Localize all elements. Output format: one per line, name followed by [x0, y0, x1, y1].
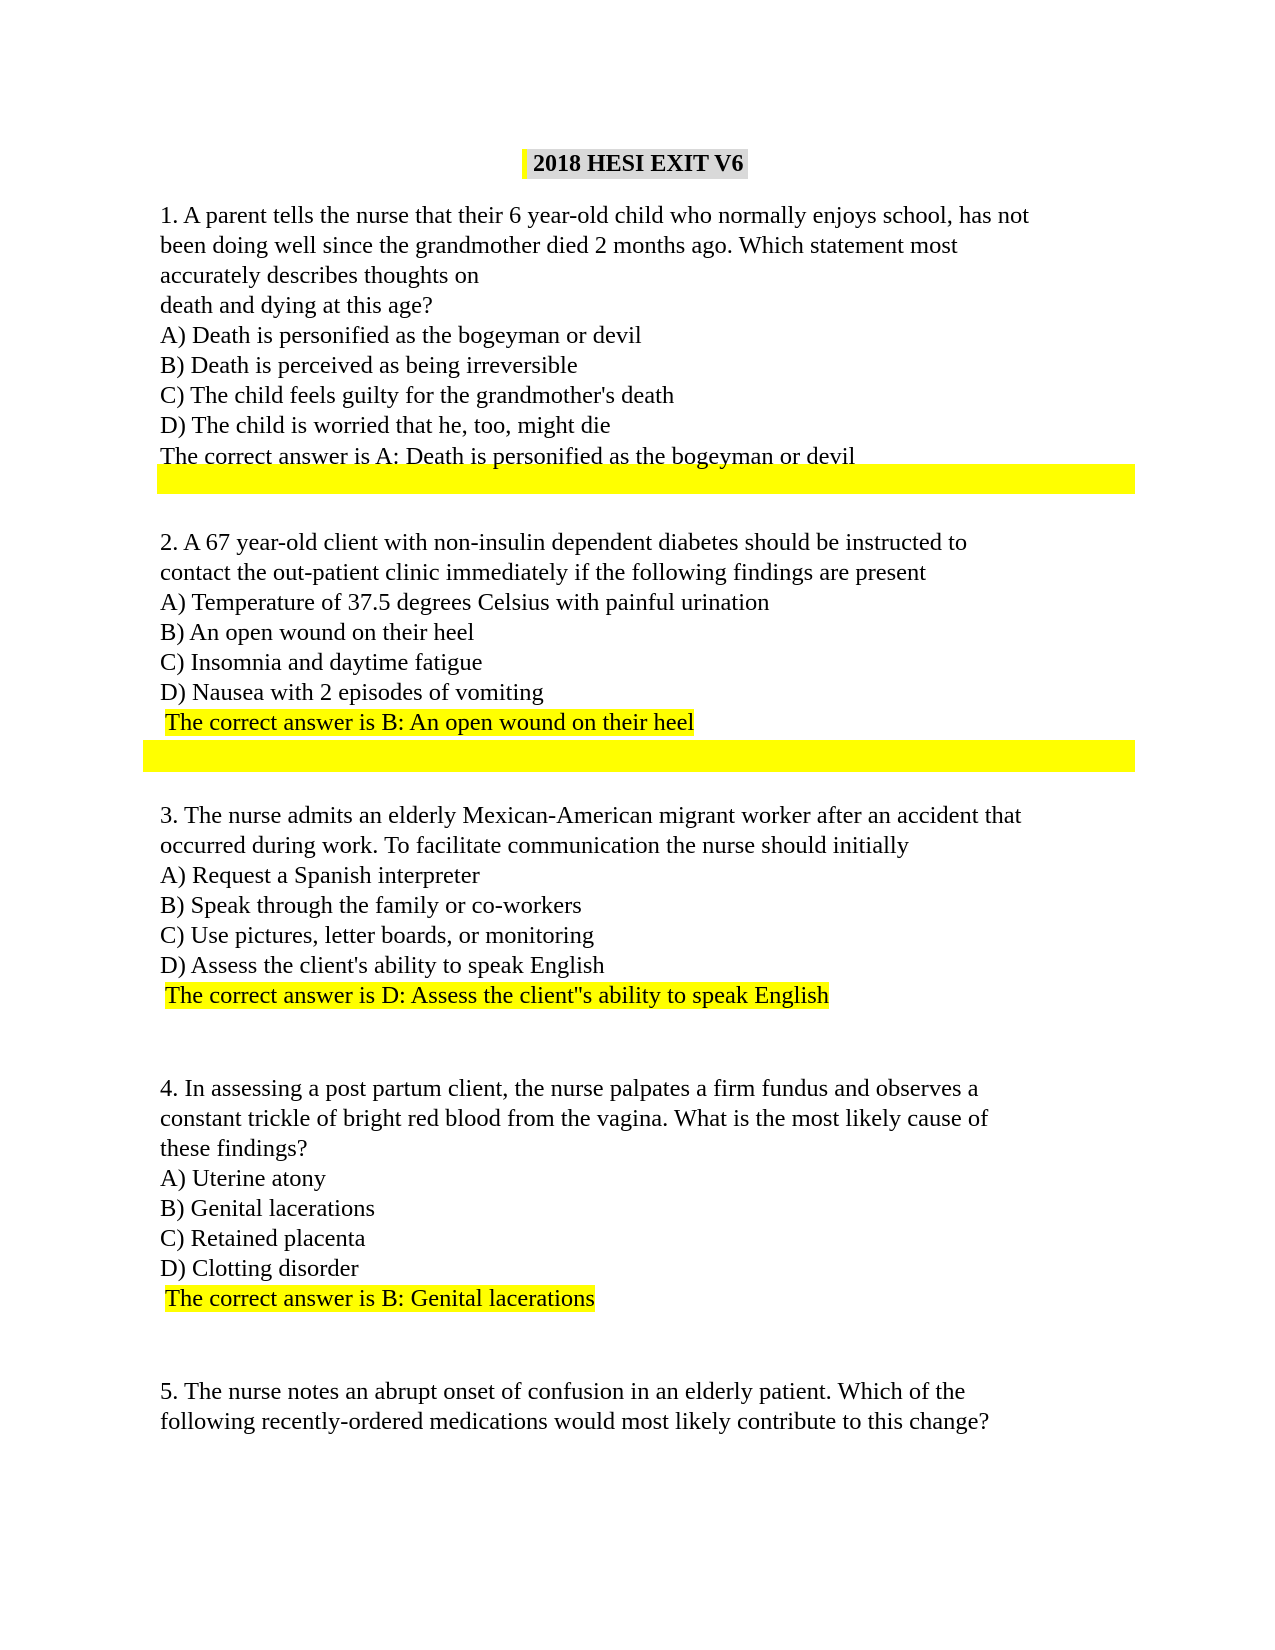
correct-answer	[165, 708, 694, 738]
question-stem-line: been doing well since the grandmother died 2 months ago. Which statement most	[160, 232, 958, 259]
correct-answer-text: The correct answer is B: An open wound on their heel	[165, 709, 695, 736]
question-stem-line: 4. In assessing a post partum client, the nurse palpates a firm fundus and observes a	[160, 1075, 979, 1102]
answer-option-a: A) Temperature of 37.5 degrees Celsius with painful urination	[160, 589, 770, 616]
question-stem-line: 1. A parent tells the nurse that their 6 year-old child who normally enjoys school, has not	[160, 202, 1030, 229]
question-stem-line: 3. The nurse admits an elderly Mexican-American migrant worker after an accident that	[160, 802, 1022, 829]
answer-option-b: B) Speak through the family or co-workers	[160, 892, 582, 919]
question-stem-line: these findings?	[160, 1135, 308, 1162]
correct-answer	[165, 981, 829, 1011]
correct-answer-text: The correct answer is D: Assess the client''s ability to speak English	[165, 982, 830, 1009]
question-stem-line: 2. A 67 year-old client with non-insulin dependent diabetes should be instructed to	[160, 529, 968, 556]
answer-option-c: C) Retained placenta	[160, 1225, 366, 1252]
document-title: 2018 HESI EXIT V6	[522, 149, 748, 179]
answer-option-b: B) Genital lacerations	[160, 1195, 375, 1222]
answer-option-c: C) Use pictures, letter boards, or monitoring	[160, 922, 595, 949]
question-stem-line: accurately describes thoughts on	[160, 262, 480, 289]
question-stem-line: occurred during work. To facilitate communication the nurse should initially	[160, 832, 909, 859]
answer-option-d: D) The child is worried that he, too, might die	[160, 412, 611, 439]
question-stem-line: contact the out-patient clinic immediately if the following findings are present	[160, 559, 927, 586]
answer-option-c: C) The child feels guilty for the grandmother's death	[160, 382, 675, 409]
correct-answer	[165, 1284, 595, 1314]
highlight-bar	[143, 740, 1135, 772]
question-stem-line: following recently-ordered medications would most likely contribute to this change?	[160, 1408, 990, 1435]
correct-answer: The correct answer is A: Death is personified as the bogeyman or devil	[160, 443, 856, 470]
question-stem-line: death and dying at this age?	[160, 292, 433, 319]
answer-option-c: C) Insomnia and daytime fatigue	[160, 649, 483, 676]
answer-option-a: A) Death is personified as the bogeyman or devil	[160, 322, 642, 349]
question-stem-line: 5. The nurse notes an abrupt onset of confusion in an elderly patient. Which of the	[160, 1378, 966, 1405]
answer-option-d: D) Clotting disorder	[160, 1255, 359, 1282]
answer-option-b: B) An open wound on their heel	[160, 619, 475, 646]
answer-option-b: B) Death is perceived as being irreversible	[160, 352, 578, 379]
answer-option-d: D) Nausea with 2 episodes of vomiting	[160, 679, 544, 706]
answer-option-a: A) Uterine atony	[160, 1165, 326, 1192]
correct-answer-text: The correct answer is B: Genital lacerations	[165, 1285, 595, 1312]
answer-option-d: D) Assess the client's ability to speak English	[160, 952, 605, 979]
answer-option-a: A) Request a Spanish interpreter	[160, 862, 480, 889]
question-stem-line: constant trickle of bright red blood from the vagina. What is the most likely cause of	[160, 1105, 989, 1132]
